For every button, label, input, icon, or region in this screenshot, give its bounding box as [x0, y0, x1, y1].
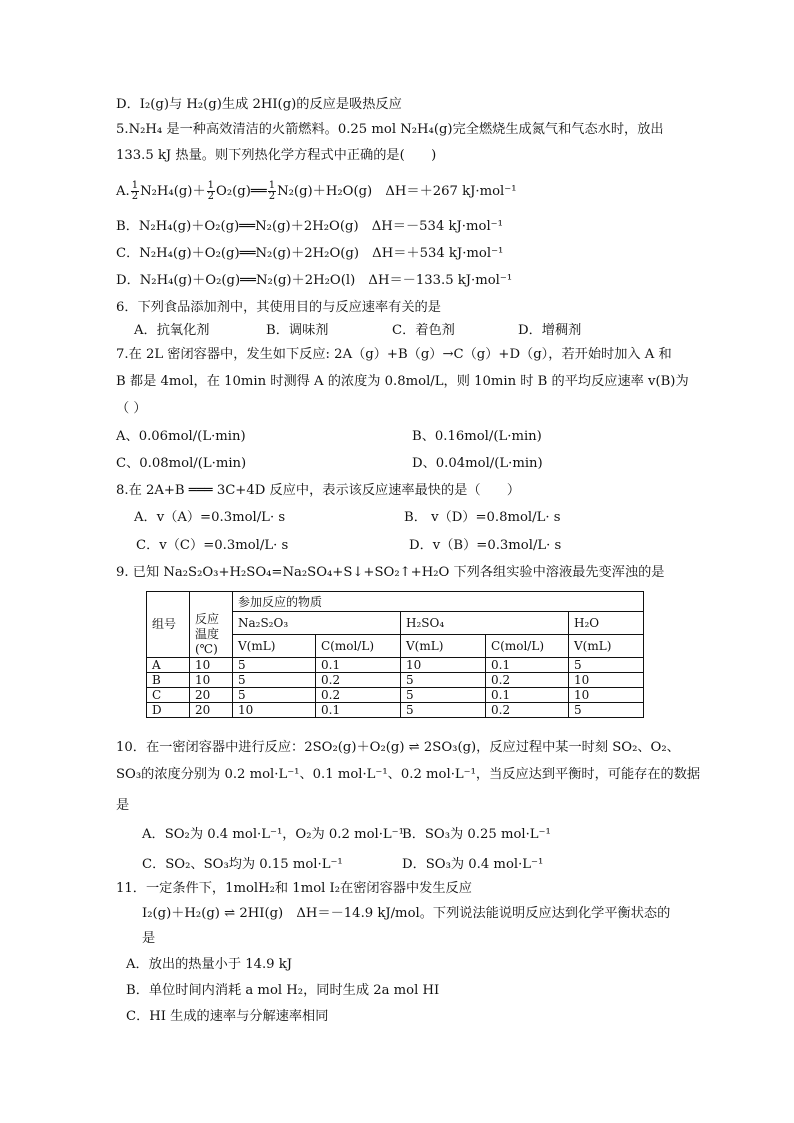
q10-option-a: A．SO₂为 0.4 mol·L⁻¹，O₂为 0.2 mol·L⁻¹ — [142, 827, 404, 842]
table-row: C 20 5 0.2 5 0.1 10 — [147, 687, 644, 702]
q7-option-a: A、0.06mol/(L·min) — [116, 429, 246, 444]
table-row: B 10 5 0.2 5 0.2 10 — [147, 672, 644, 687]
q5a-part1: N₂H₄(g)＋ — [140, 184, 206, 199]
q10-option-d: D．SO₃为 0.4 mol·L⁻¹ — [402, 857, 544, 872]
q11-option-a: A．放出的热量小于 14.9 kJ — [126, 957, 293, 972]
header-concentration: C(mol/L) — [316, 634, 401, 657]
q6-option-c: C．着色剂 — [392, 323, 455, 338]
q10-option-c: C．SO₂、SO₃均为 0.15 mol·L⁻¹ — [142, 857, 343, 872]
q5-option-d: D．N₂H₄(g)＋O₂(g)══N₂(g)＋2H₂O(l) ΔH＝－133.5 kJ·mol⁻¹ — [116, 273, 513, 288]
q11-option-b: B．单位时间内消耗 a mol H₂，同时生成 2a mol HI — [126, 983, 440, 998]
q7-stem-line3: （ ） — [116, 401, 147, 416]
header-volume: V(mL) — [569, 634, 644, 657]
q8-stem: 8.在 2A+B ═══ 3C+4D 反应中，表示该反应速率最快的是（ ） — [116, 483, 521, 498]
q6-option-d: D．增稠剂 — [518, 323, 582, 338]
header-concentration: C(mol/L) — [486, 634, 569, 657]
q5-option-a — [116, 181, 517, 202]
q7-stem-line1: 7.在 2L 密闭容器中，发生如下反应: 2A（g）+B（g）→C（g）+D（g），若开始时加入 A 和 — [116, 347, 672, 362]
q6-option-b: B．调味剂 — [266, 323, 329, 338]
header-h2o: H₂O — [569, 612, 644, 635]
header-na2s2o3: Na₂S₂O₃ — [233, 612, 401, 635]
q6-stem: 6．下列食品添加剂中，其使用目的与反应速率有关的是 — [116, 300, 441, 315]
q4-option-d: D．I₂(g)与 H₂(g)生成 2HI(g)的反应是吸热反应 — [116, 97, 402, 112]
q8-option-d: D．v（B）=0.3mol/L· s — [409, 538, 562, 553]
q9-stem: 9. 已知 Na₂S₂O₃+H₂SO₄=Na₂SO₄+S↓+SO₂↑+H₂O 下列各组实验中溶液最先变浑浊的是 — [116, 565, 665, 580]
q10-stem-line1: 10．在一密闭容器中进行反应：2SO₂(g)＋O₂(g) ⇌ 2SO₃(g)，反应过程中某一时刻 SO₂、O₂、 — [116, 740, 680, 755]
q8-option-b: B． v（D）=0.8mol/L· s — [404, 510, 561, 525]
fraction-half: $\frac{1}{2}$ — [131, 180, 139, 202]
q10-stem-line3: 是 — [116, 798, 130, 813]
fraction-half: $\frac{1}{2}$ — [268, 180, 276, 202]
q5-stem-line1: 5.N₂H₄ 是一种高效清洁的火箭燃料。0.25 mol N₂H₄(g)完全燃烧生成氮气和气态水时，放出 — [116, 122, 664, 137]
header-volume: V(mL) — [233, 634, 316, 657]
q10-option-b: B．SO₃为 0.25 mol·L⁻¹ — [402, 827, 551, 842]
q5-option-b: B．N₂H₄(g)＋O₂(g)══N₂(g)＋2H₂O(g) ΔH＝－534 kJ·mol⁻¹ — [116, 219, 503, 234]
q11-stem-line2: I₂(g)＋H₂(g) ⇌ 2HI(g) ΔH＝－14.9 kJ/mol。下列说法能说明反应达到化学平衡状态的 — [142, 906, 671, 921]
q10-stem-line2: SO₃的浓度分别为 0.2 mol·L⁻¹、0.1 mol·L⁻¹、0.2 mol·L⁻¹，当反应达到平衡时，可能存在的数据 — [116, 767, 701, 782]
header-h2so4: H₂SO₄ — [401, 612, 569, 635]
table-row: D 20 10 0.1 5 0.2 5 — [147, 702, 644, 717]
header-group: 组号 — [147, 592, 190, 658]
q6-option-a: A．抗氧化剂 — [134, 323, 210, 338]
q11-stem-line1: 11．一定条件下，1molH₂和 1mol I₂在密闭容器中发生反应 — [116, 881, 472, 896]
header-temperature: 反应温度(℃) — [190, 612, 233, 658]
q7-option-b: B、0.16mol/(L·min) — [412, 429, 542, 444]
q11-stem-line3: 是 — [142, 931, 156, 946]
table-row: A 10 5 0.1 10 0.1 5 — [147, 657, 644, 672]
q7-option-c: C、0.08mol/(L·min) — [116, 456, 247, 471]
experiment-table — [146, 591, 644, 718]
q7-option-d: D、0.04mol/(L·min) — [412, 456, 543, 471]
q5a-part3: N₂(g)＋H₂O(g) ΔH＝＋267 kJ·mol⁻¹ — [277, 184, 517, 199]
q5-option-c: C．N₂H₄(g)＋O₂(g)══N₂(g)＋2H₂O(g) ΔH＝＋534 kJ·mol⁻¹ — [116, 246, 504, 261]
fraction-half: $\frac{1}{2}$ — [207, 180, 215, 202]
q5-stem-line2: 133.5 kJ 热量。则下列热化学方程式中正确的是( ) — [116, 148, 437, 163]
q8-option-a: A．v（A）=0.3mol/L· s — [134, 510, 286, 525]
q5a-label: A. — [116, 184, 130, 199]
q8-option-c: C．v（C）=0.3mol/L· s — [136, 538, 289, 553]
q5a-part2: O₂(g)══ — [216, 184, 267, 199]
q7-stem-line2: B 都是 4mol，在 10min 时测得 A 的浓度为 0.8mol/L，则 10min 时 B 的平均反应速率 v(B)为 — [116, 374, 689, 389]
q11-option-c: C．HI 生成的速率与分解速率相同 — [126, 1009, 329, 1024]
header-volume: V(mL) — [401, 634, 486, 657]
header-substances: 参加反应的物质 — [233, 592, 644, 612]
